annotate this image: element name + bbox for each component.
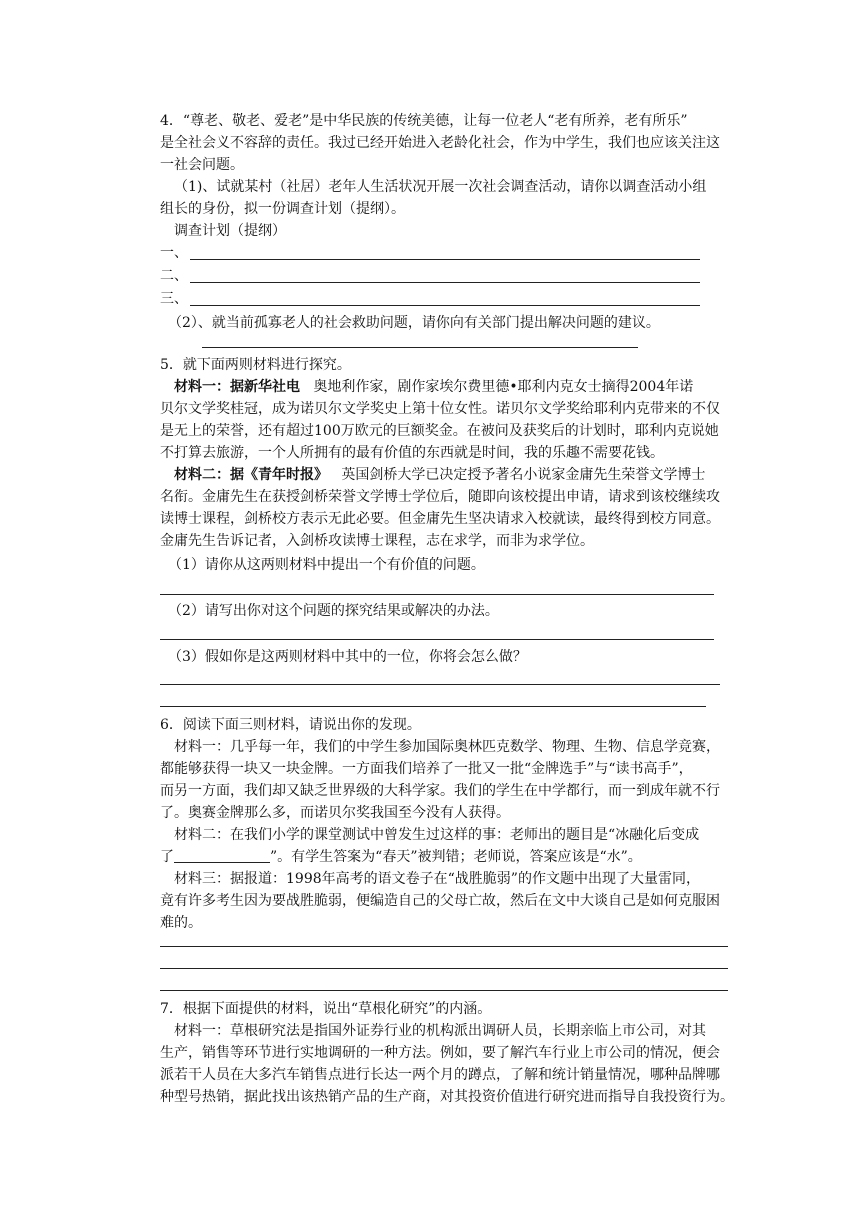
q5-m2-label: 材料二：据《青年时报》	[174, 467, 328, 483]
q5-answer-blank-1[interactable]	[160, 594, 714, 595]
q7-m1-line-2: 生产，销售等环节进行实地调研的一种方法。例如，要了解汽车行业上市公司的情况，便会	[160, 1045, 720, 1061]
q6-answer-blank-3[interactable]	[160, 990, 728, 991]
q4-plan-blank-1[interactable]	[190, 259, 700, 260]
q6-m2-fill-blank[interactable]	[174, 848, 270, 863]
q5-m1-label: 材料一：据新华社电	[174, 379, 300, 395]
q5-m1-text-1: 奥地利作家，剧作家埃尔费里德•耶利内克女士摘得2004年诺	[313, 379, 694, 395]
q4-line-3: 一社会问题。	[160, 157, 244, 173]
q6-m1-line-1: 材料一：几乎每一年，我们的中学生参加国际奥林匹克数学、物理、生物、信息学竞赛，	[174, 739, 720, 755]
q5-m1-line-1	[174, 377, 754, 397]
q5-m2-line-2: 名衔。金庸先生在获授剑桥荣誉文学博士学位后，随即向该校提出申请，请求到该校继续攻	[160, 489, 720, 505]
q6-m3-line-1: 材料三：据报道：1998年高考的语文卷子在“战胜脆弱”的作文题中出现了大量雷同，	[174, 871, 700, 887]
q7-m1-line-3: 派若干人员在大多汽车销售点进行长达一两个月的蹲点，了解和统计销量情况，哪种品牌哪	[160, 1067, 720, 1083]
q6-m2-line-2-post: ”。有学生答案为“春天”被判错；老师说，答案应该是“水”。	[270, 849, 642, 865]
q5-m2-line-1	[174, 465, 754, 485]
q5-question-1: （1）请你从这两则材料中提出一个有价值的问题。	[168, 557, 485, 573]
q4-plan-blank-3[interactable]	[190, 305, 700, 306]
q5-question-2: （2）请写出你对这个问题的探究结果或解决的办法。	[168, 603, 499, 619]
q5-question-3: （3）假如你是这两则材料中其中的一位，你将会怎么做？	[168, 649, 527, 665]
q5-m1-line-3: 是无上的荣誉，还有超过100万欧元的巨额奖金。在被问及获奖后的计划时，耶利内克说她	[160, 423, 719, 439]
q5-m1-line-4: 不打算去旅游，一个人所拥有的最有价值的东西就是时间，我的乐趣不需要花钱。	[160, 445, 664, 461]
q5-answer-blank-3b[interactable]	[160, 706, 706, 707]
q4-line-1: 4．“尊老、敬老、爱老”是中华民族的传统美德，让每一位老人“老有所养，老有所乐”	[160, 113, 688, 129]
q5-title: 5．就下面两则材料进行探究。	[160, 357, 351, 373]
q7-m1-line-4: 种型号热销，据此找出该热销产品的生产商，对其投资价值进行研究进而指导自我投资行为。	[160, 1089, 734, 1105]
q4-sub1-line-2: 组长的身份，拟一份调查计划（提纲）。	[160, 201, 405, 217]
q6-m3-line-3: 难的。	[160, 915, 202, 931]
q6-m1-line-3: 而另一方面，我们却又缺乏世界级的大科学家。我们的学生在中学都行，而一到成年就不行	[160, 783, 720, 799]
q5-m2-line-3: 读博士课程，剑桥校方表示无此必要。但金庸先生坚决请求入校就读，最终得到校方同意。	[160, 511, 720, 527]
q6-title: 6．阅读下面三则材料，请说出你的发现。	[160, 717, 421, 733]
q6-m2-line-2	[160, 847, 740, 867]
q6-m2-line-2-pre: 了	[160, 849, 174, 865]
q6-m3-line-2: 竟有许多考生因为要战胜脆弱，便编造自己的父母亡故，然后在文中大谈自己是如何克服困	[160, 893, 720, 909]
q4-plan-item-2: 二、	[160, 268, 188, 284]
q6-answer-blank-1[interactable]	[160, 946, 728, 947]
q5-m2-text-1: 英国剑桥大学已决定授予著名小说家金庸先生荣誉文学博士	[341, 467, 706, 483]
q6-m2-line-1: 材料二：在我们小学的课堂测试中曾发生过这样的事：老师出的题目是“冰融化后变成	[174, 827, 700, 843]
q6-m1-line-2: 都能够获得一块又一块金牌。一方面我们培养了一批又一批“金牌选手”与“读书高手”，	[160, 761, 693, 777]
q6-answer-blank-2[interactable]	[160, 968, 728, 969]
q4-plan-item-3: 三、	[160, 291, 188, 307]
q6-m1-line-4: 了。奥赛金牌那么多，而诺贝尔奖我国至今没有人获得。	[160, 805, 510, 821]
q4-plan-title: 调查计划（提纲）	[174, 223, 286, 239]
q5-answer-blank-3a[interactable]	[160, 684, 720, 685]
q4-sub2-blank[interactable]	[202, 347, 638, 348]
q4-sub2: （2）、就当前孤寡老人的社会救助问题，请你向有关部门提出解决问题的建议。	[168, 315, 660, 331]
q4-line-2: 是全社会义不容辞的责任。我过已经开始进入老龄化社会，作为中学生，我们也应该关注这	[160, 135, 720, 151]
q4-sub1-line-1: （1)、试就某村（社居）老年人生活状况开展一次社会调查活动，请你以调查活动小组	[174, 179, 707, 195]
q4-plan-blank-2[interactable]	[190, 282, 700, 283]
q5-m2-line-4: 金庸先生告诉记者，入剑桥攻读博士课程，志在求学，而非为求学位。	[160, 533, 594, 549]
q4-plan-item-1: 一、	[160, 245, 188, 261]
q7-m1-line-1: 材料一：草根研究法是指国外证券行业的机构派出调研人员，长期亲临上市公司，对其	[174, 1023, 706, 1039]
q7-title: 7．根据下面提供的材料，说出“草根化研究”的内涵。	[160, 1001, 492, 1017]
q5-answer-blank-2[interactable]	[160, 639, 714, 640]
q5-m1-line-2: 贝尔文学奖桂冠，成为诺贝尔文学奖史上第十位女性。诺贝尔文学奖给耶利内克带来的不仅	[160, 401, 720, 417]
